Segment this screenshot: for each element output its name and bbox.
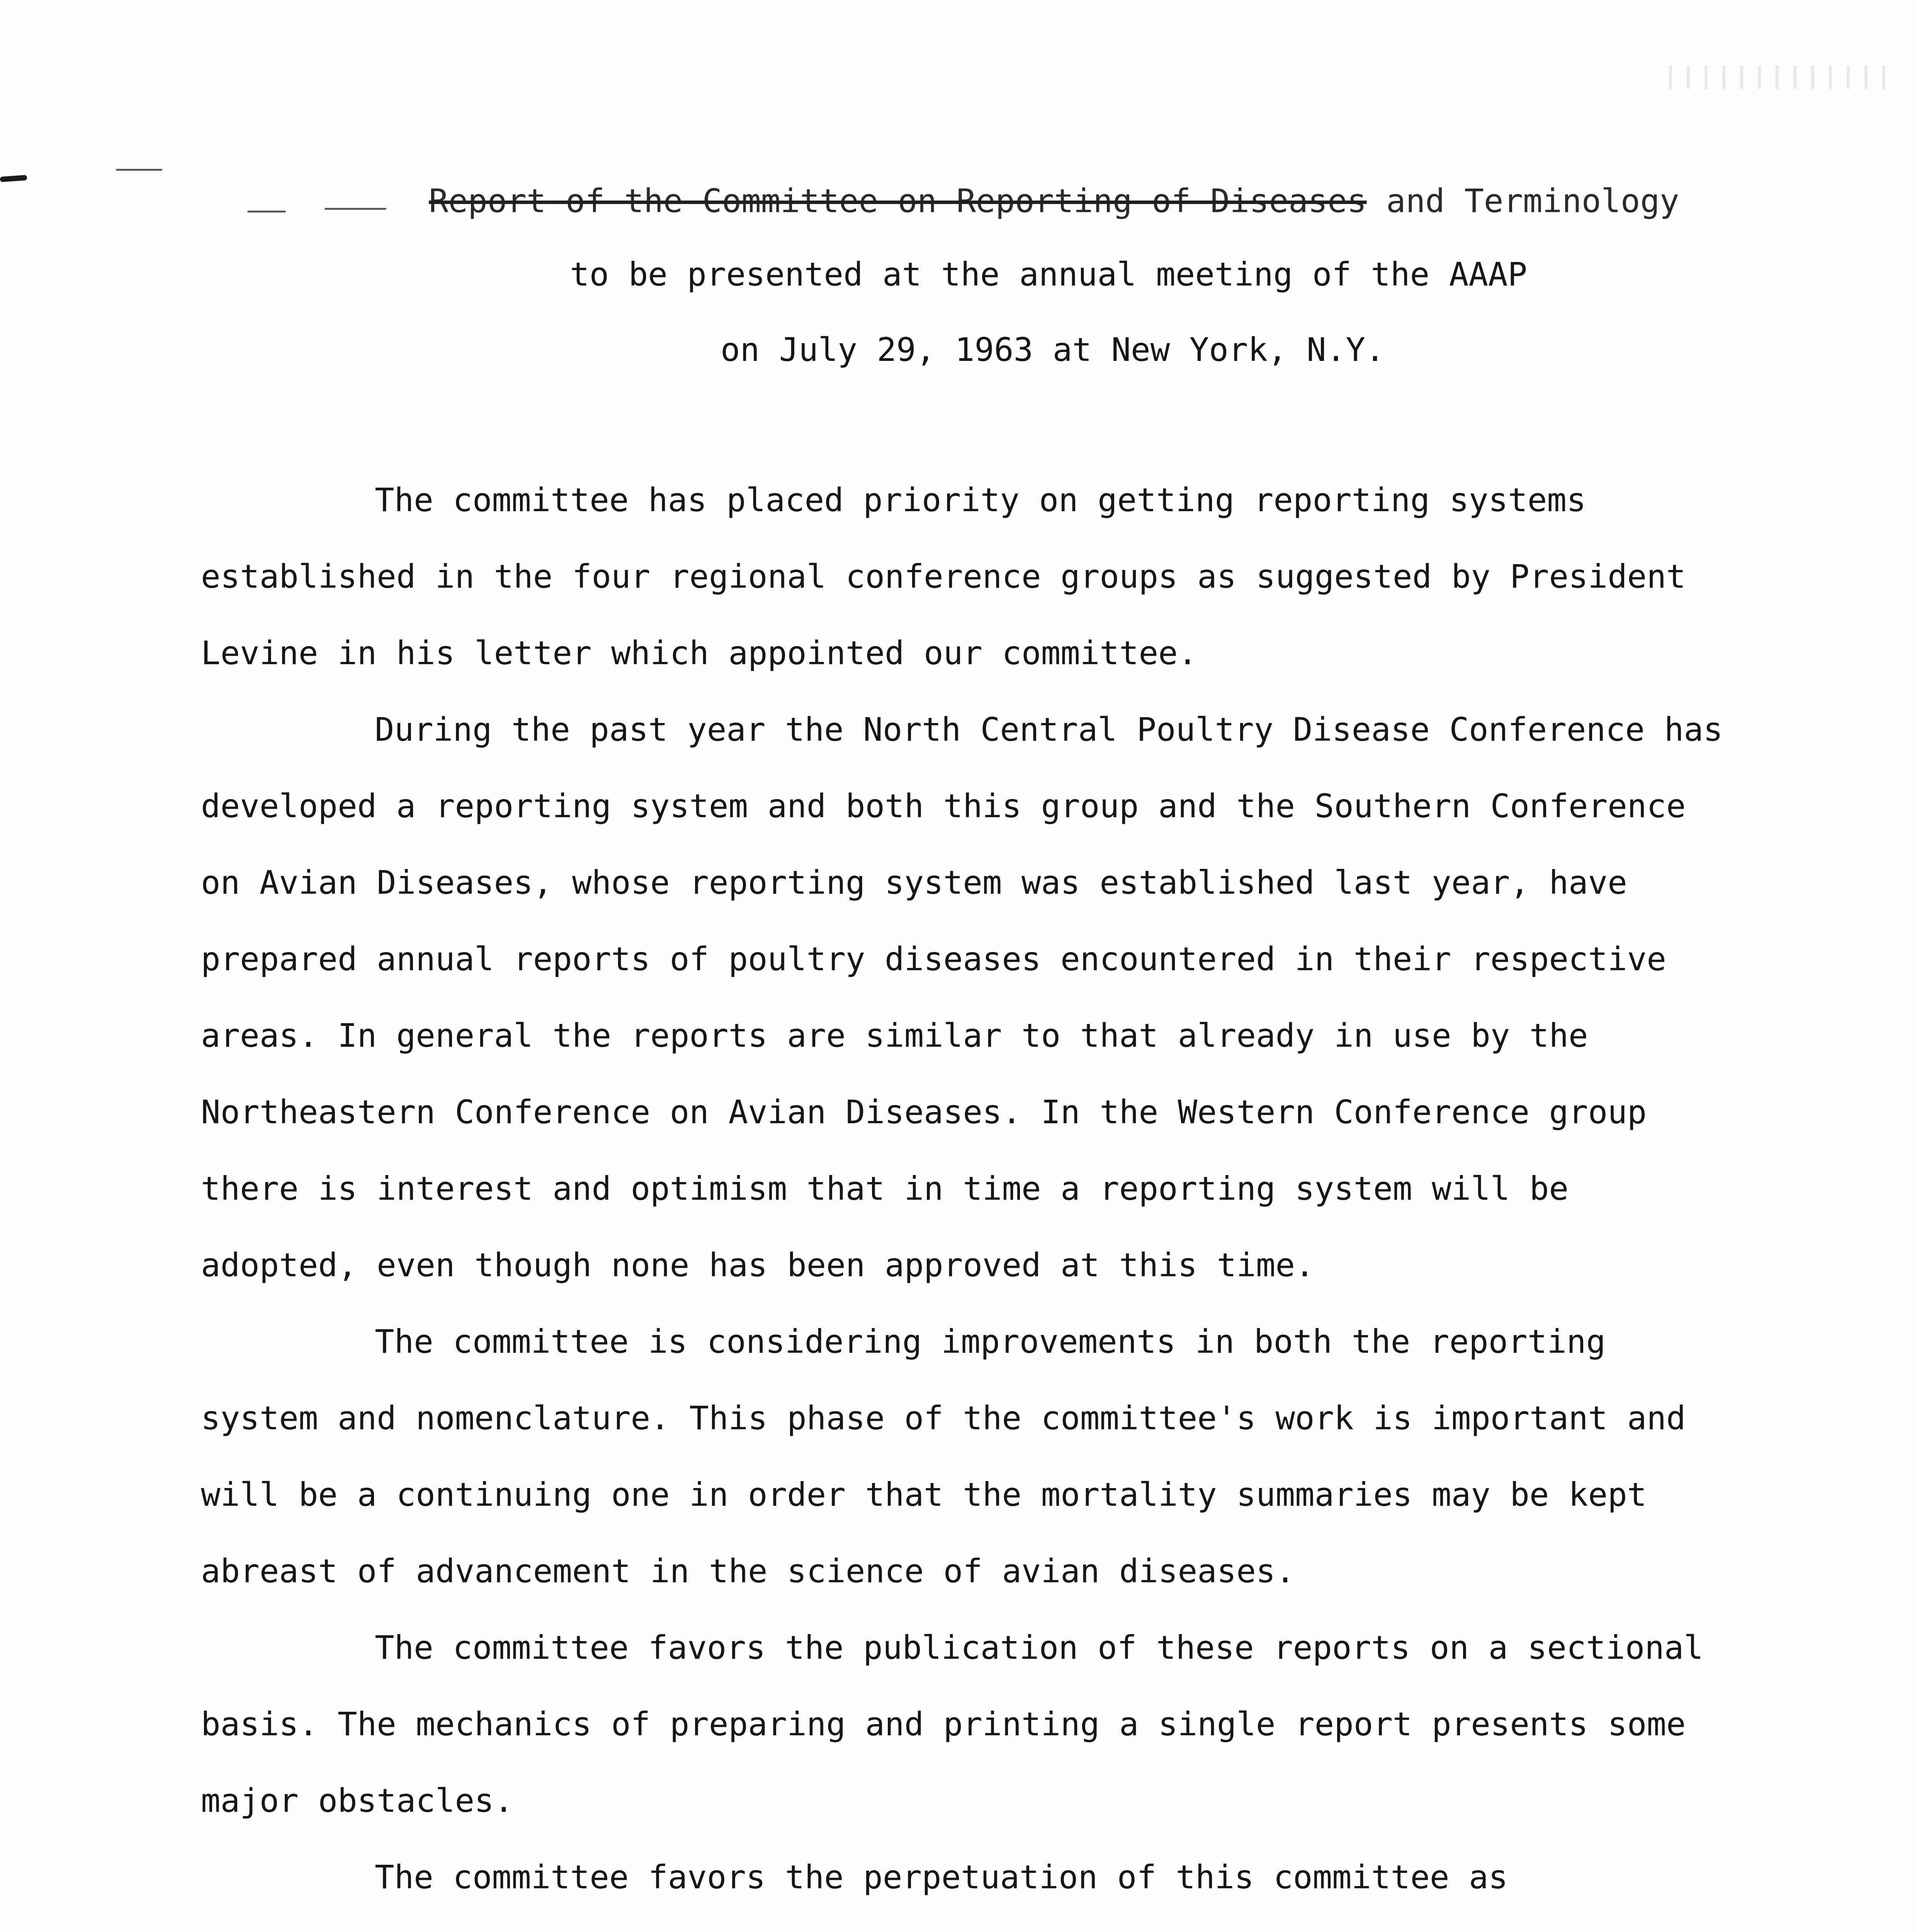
- document-subtitle-line-1: to be presented at the annual meeting of the AAAP: [570, 255, 1528, 293]
- stray-mark: [325, 208, 386, 210]
- struck-title-text: Report of the Committee on Reporting of Diseases: [429, 182, 1367, 220]
- corner-bleed-through: [1669, 66, 1885, 89]
- edge-ink-mark: [0, 175, 27, 182]
- paragraph-perpetuation: The committee favors the perpetuation of this committee as: [375, 1858, 1508, 1896]
- paragraph-regional-reports: During the past year the North Central Poultry Disease Conference has developed a reporting system and both this group and the Southern Conference on Avian Diseases, whose reporting system was established last year, have prepared annual reports of poultry diseases encountered in their respective areas. In general the reports are similar to that already in use by the Northeastern Conference on Avian Diseases. In the Western Conference group there is interest and optimism that in time a reporting system will be adopted, even though none has been approved at this time.: [201, 711, 1723, 1284]
- paragraph-improvements: The committee is considering improvements in both the reporting system and nomenclature. This phase of the committee's work is important and will be a continuing one in order that the mortality summaries may be kept abreast of advancement in the science of avian diseases.: [201, 1323, 1686, 1590]
- title-remainder: and Terminology: [1366, 182, 1679, 220]
- paragraph-publication: The committee favors the publication of these reports on a sectional basis. The mechanics of preparing and printing a single report presents some major obstacles.: [201, 1629, 1703, 1820]
- document-subtitle-line-2: on July 29, 1963 at New York, N.Y.: [721, 331, 1385, 369]
- document-body: [201, 462, 1731, 1932]
- document-title: [429, 182, 1679, 220]
- paragraph-priority: The committee has placed priority on getting reporting systems established in the four regional conference groups as suggested by President Levine in his letter which appointed our committee.: [201, 481, 1686, 672]
- stray-mark: [247, 211, 286, 213]
- stray-mark: [116, 169, 162, 171]
